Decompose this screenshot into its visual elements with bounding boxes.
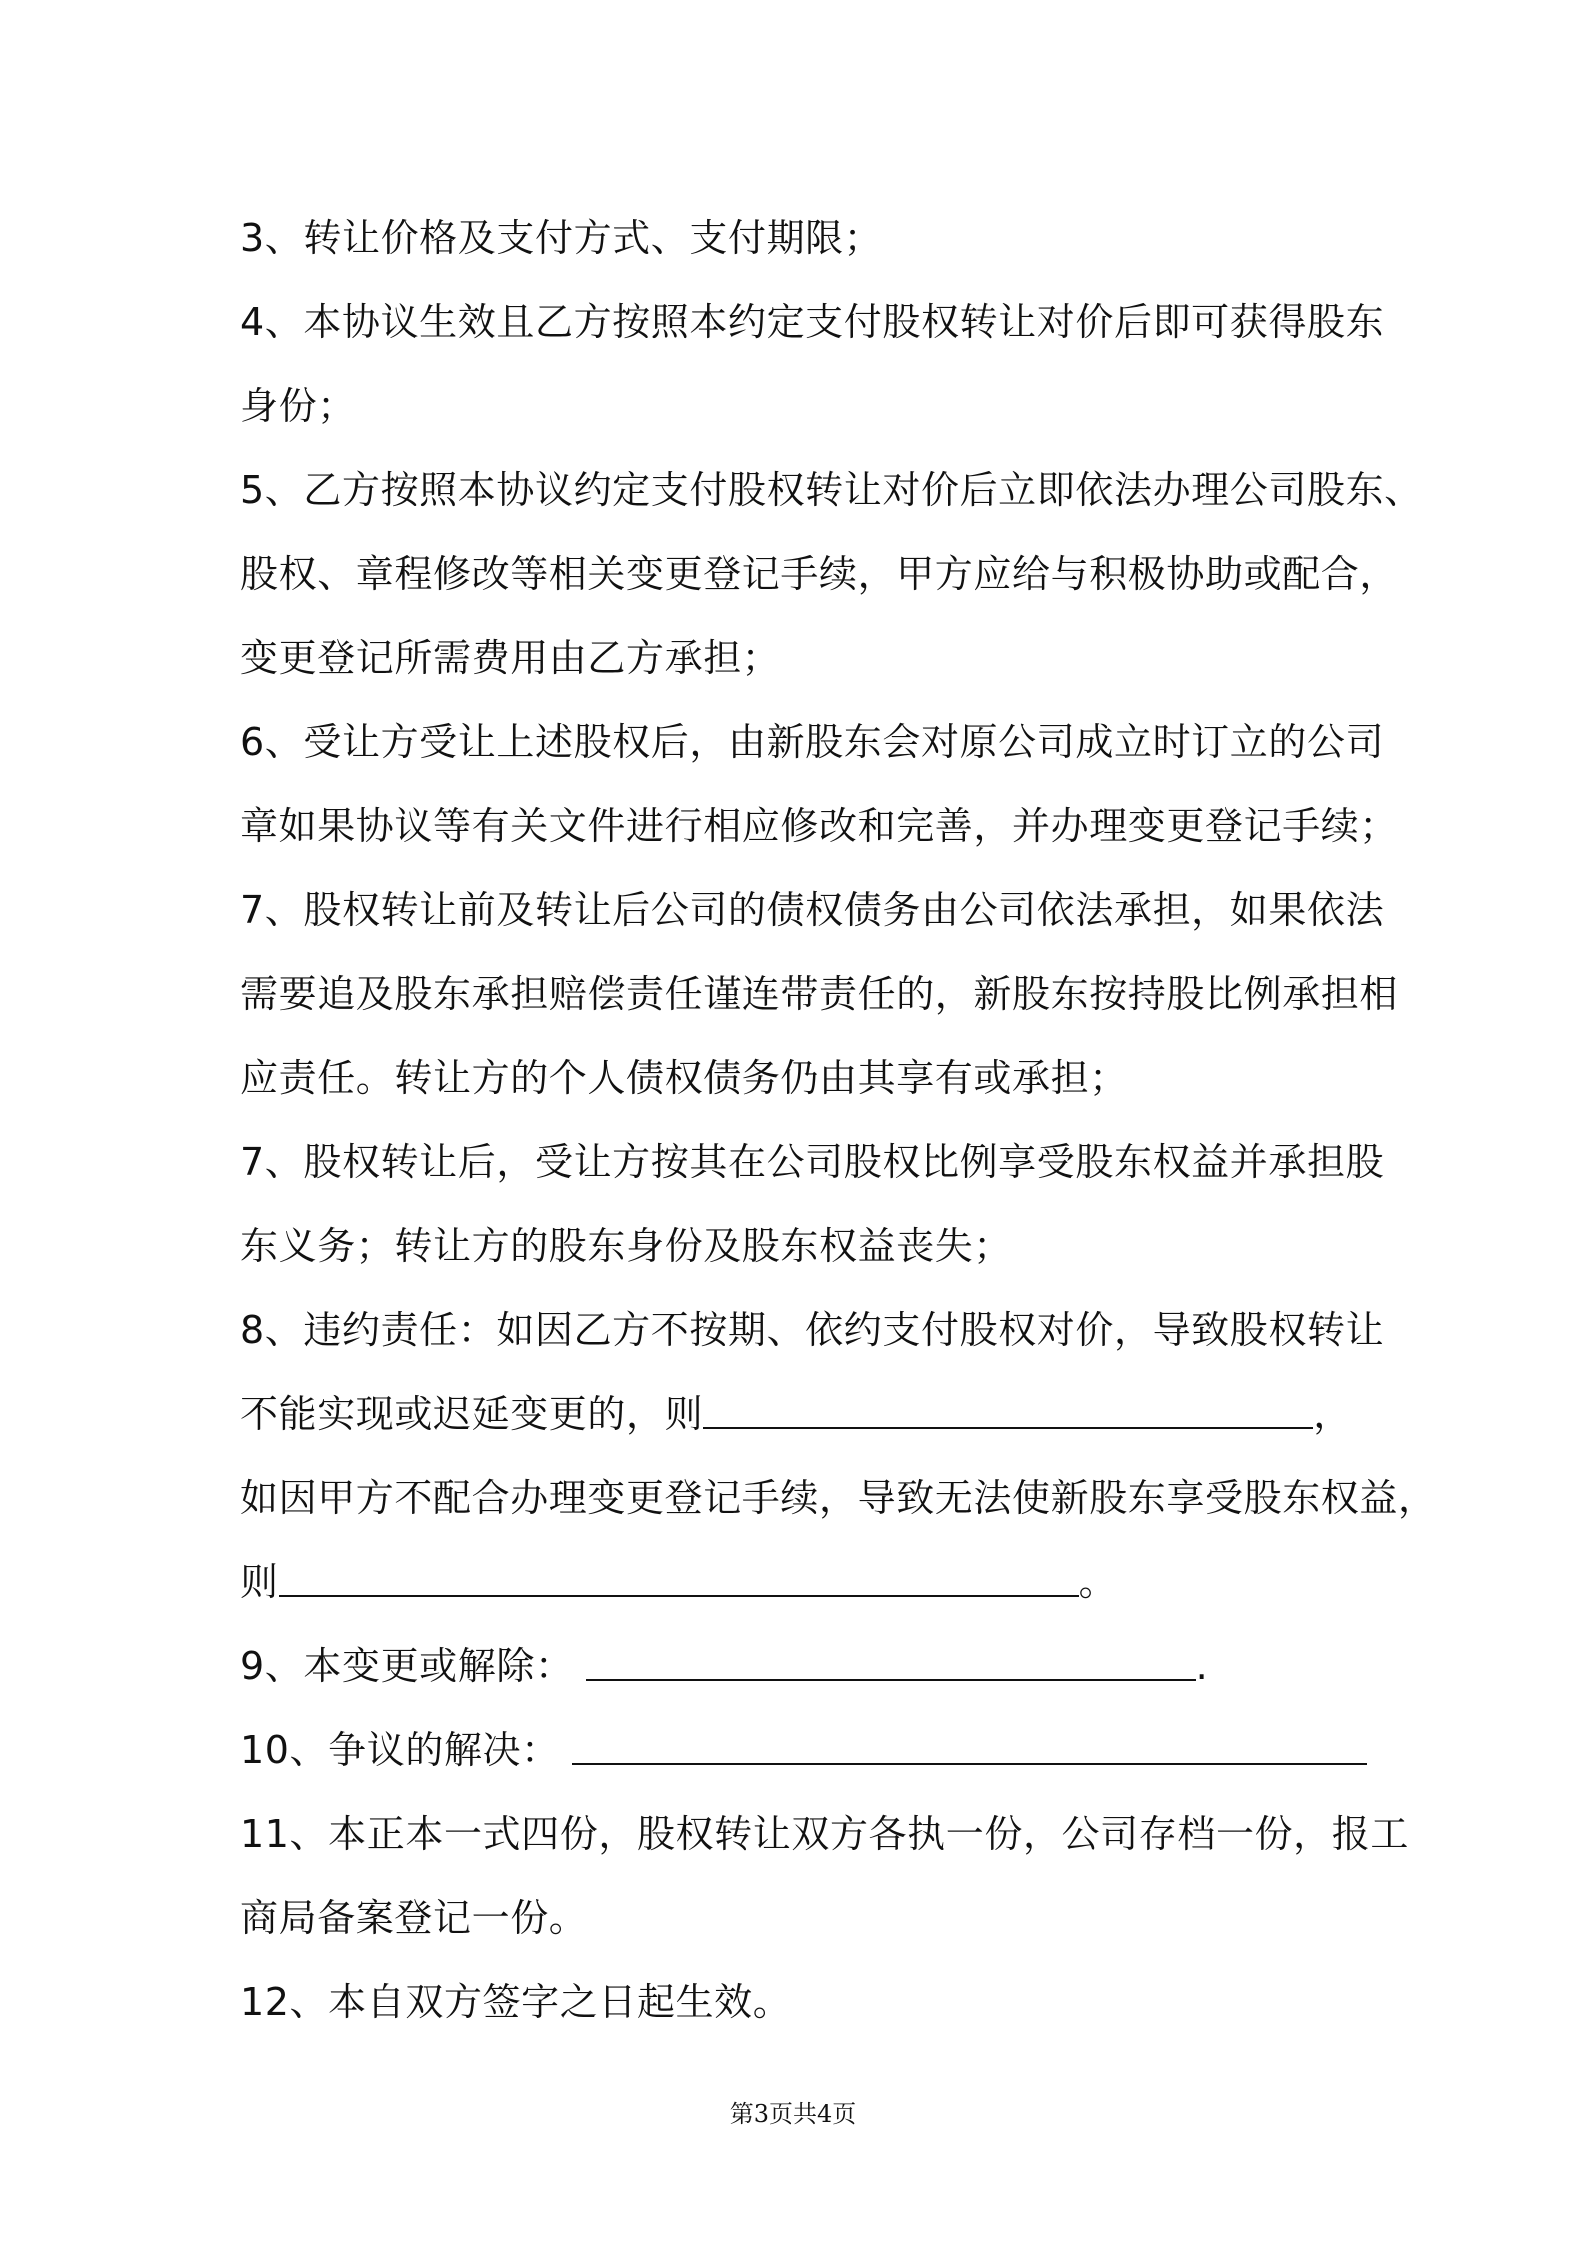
clause-6-line-1: 6、受让方受让上述股权后，由新股东会对原公司成立时订立的公司	[240, 720, 1385, 764]
document-body	[240, 196, 1437, 2044]
clause-5-line-3: 变更登记所需费用由乙方承担；	[240, 636, 781, 680]
clause-10-label: 10、争议的解决：	[240, 1728, 560, 1772]
clause-5-line-1: 5、乙方按照本协议约定支付股权转让对价后立即依法办理公司股东、	[240, 468, 1423, 512]
clause-8-line-4	[240, 1540, 1380, 1624]
clause-6-line-2: 章如果协议等有关文件进行相应修改和完善，并办理变更登记手续；	[240, 804, 1399, 848]
clause-7a-line-3: 应责任。转让方的个人债权债务仍由其享有或承担；	[240, 1056, 1128, 1100]
clause-10	[240, 1708, 1380, 1792]
clause-7b-line-2: 东义务；转让方的股东身份及股东权益丧失；	[240, 1224, 1013, 1268]
blank-fill-line[interactable]	[703, 1393, 1313, 1429]
page-number: 第3页共4页	[729, 2100, 857, 2128]
clause-8-fill-suffix-2: 。	[1078, 1560, 1118, 1604]
clause-4-line-2: 身份；	[240, 384, 356, 428]
clause-7a-line-1: 7、股权转让前及转让后公司的债权债务由公司依法承担，如果依法	[240, 888, 1385, 932]
clause-9-label: 9、本变更或解除：	[240, 1644, 574, 1688]
clause-11-line-1: 11、本正本一式四份，股权转让双方各执一份，公司存档一份，报工	[240, 1812, 1409, 1856]
clause-9	[240, 1624, 1380, 1708]
clause-8-fill-prefix-2: 则	[240, 1560, 279, 1604]
clause-8-line-3: 如因甲方不配合办理变更登记手续，导致无法使新股东享受股东权益，	[240, 1476, 1437, 1520]
clause-3: 3、转让价格及支付方式、支付期限；	[240, 216, 883, 260]
clause-8-fill-suffix: ，	[1313, 1392, 1352, 1436]
clause-7b-line-1: 7、股权转让后，受让方按其在公司股权比例享受股东权益并承担股	[240, 1140, 1385, 1184]
blank-fill-line[interactable]	[586, 1645, 1196, 1681]
clause-12: 12、本自双方签字之日起生效。	[240, 1980, 792, 2024]
clause-11-line-2: 商局备案登记一份。	[240, 1896, 588, 1940]
clause-8-line-2	[240, 1372, 1380, 1456]
clause-8-line-1: 8、违约责任：如因乙方不按期、依约支付股权对价，导致股权转让	[240, 1308, 1385, 1352]
clause-8-fill-prefix: 不能实现或迟延变更的，则	[240, 1392, 704, 1436]
clause-9-suffix: .	[1195, 1644, 1209, 1688]
clause-7a-line-2: 需要追及股东承担赔偿责任谨连带责任的，新股东按持股比例承担相	[240, 972, 1399, 1016]
blank-fill-line[interactable]	[572, 1729, 1367, 1765]
clause-5-line-2: 股权、章程修改等相关变更登记手续，甲方应给与积极协助或配合，	[240, 552, 1399, 596]
clause-4-line-1: 4、本协议生效且乙方按照本约定支付股权转让对价后即可获得股东	[240, 300, 1385, 344]
blank-fill-line[interactable]	[279, 1561, 1079, 1597]
